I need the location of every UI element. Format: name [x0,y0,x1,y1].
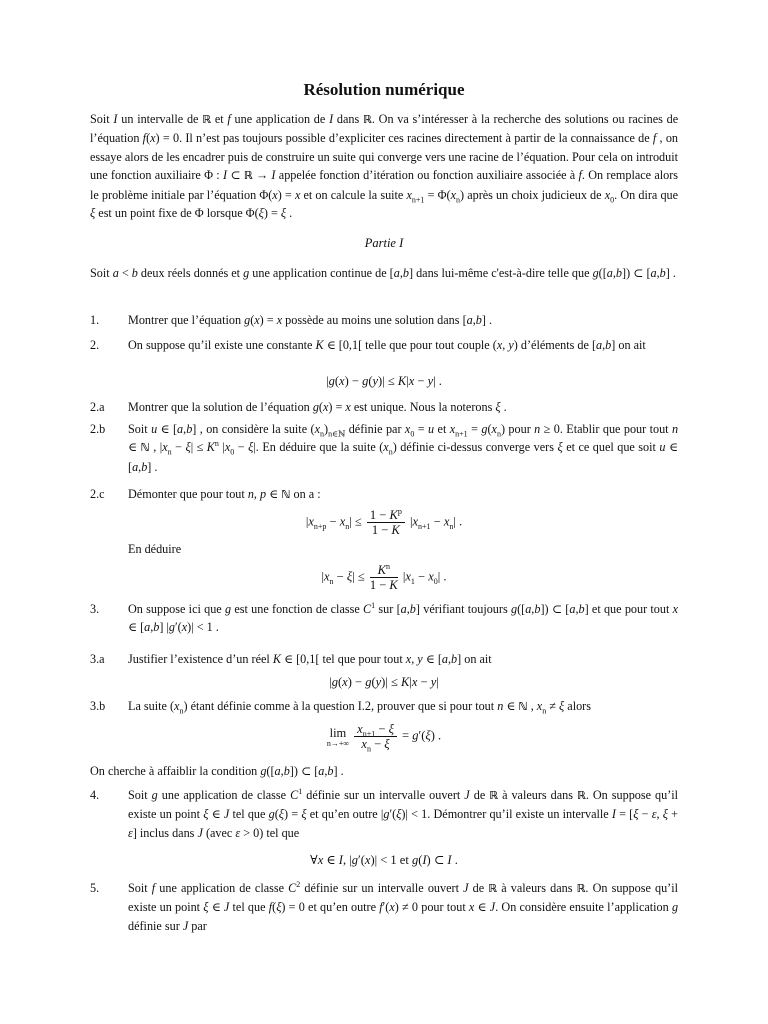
setup-paragraph: Soit a < b deux réels donnés et g une application continue de [a,b] dans lui-même c'est-à-dire telle que g([a,b]) ⊂ [a,b] . [90,266,676,280]
intro-paragraph: Soit I un intervalle de ℝ et f une application de I dans ℝ. On va s’intéresser à la recherche des solutions ou racines de l’équation f(x) = 0. Il n’est pas toujours possible d’expliciter ces racines directement à partir de la connaissance de f , on essaye alors de les encadrer puis de construire un suite qui converge vers une racine de l’équation. Pour cela on introduit une fonction auxiliaire Φ : I ⊂ ℝ → I appelée fonction d’itération ou fonction auxiliaire associée à f. On remplace alors le problème initiale par l’équation Φ(x) = x et on calcule la suite $x_{n+1} = \Phi(x_n)$ après un choix judicieux de $x_0$. On dira que ξ est un point fixe de Φ lorsque Φ(ξ) = ξ . [90,112,679,221]
equation-interval: ∀x ∈ I, |g′(x)| < 1 et g(I) ⊂ I . [310,853,458,867]
equation-error-bound: $|x_n - \xi|$ ≤ $\frac{K^n}{1 - K}$ $|x_1 - x_0|$ . [321,561,447,592]
equation-lipschitz-2: |g(x) − g(y)| ≤ K|x − y| [329,675,439,689]
page-title: Résolution numérique [303,80,465,99]
equation-cauchy: $|x_{n+p} - x_n|$ ≤ $\frac{1 - K^p}{1 - K}$ $|x_{n+1} - x_n|$ . [305,506,463,537]
equation-lipschitz: |g(x) − g(y)| ≤ K|x − y| . [326,374,442,388]
document-page: Résolution numérique Soit I un intervalle de ℝ et f une application de I dans ℝ. On va s’intéresser à la recherche des solutions ou racines de l’équation f(x) = 0. Il n’est pas toujours possible d’expliciter ces racines directement à partir de la connaissance de f , on essaye alors de les encadrer puis de construire un suite qui converge vers une racine de l’équation. Pour cela on introduit une fonction auxiliaire Φ : I ⊂ ℝ → I appelée fonction d’itération ou fonction auxiliaire associée à f. On remplace alors le problème initiale par l’équation Φ(x) = x et on calcule la suite $x_{n+1} = \Phi(x_n)$ après un choix judicieux de $x_0$. On dira que ξ est un point fixe de Φ lorsque Φ(ξ) = ξ . Partie I Soit a < b deux réels donnés et g une application continue de [a,b] dans lui-même c'est-à-dire telle que g([a,b]) ⊂ [a,b] . 1. Montrer que l’équation g(x) = x possède au moins une solution dans [a,b] . 2. On suppose qu’il existe une constante K ∈ [0,1[ telle que pour tout couple (x, y) d’éléments de [a,b] on ait |g(x) − g(y)| ≤ K|x − y| . 2.a Montrer que la solution de l’équation g(x) = x est unique. Nous la noterons ξ . 2.b Soit u ∈ [a,b] , on considère la suite $(x_n)_{n\in ℕ}$ définie par $x_0 = u$ et $x_{n+1} = g(x_n)$ pour n ≥ 0. Etablir que pour tout n ∈ ℕ , $|x_n - \xi| \le K^n$ $|x_0 - \xi|$. En déduire que la suite $(x_n)$ définie ci-dessus converge vers ξ et ce quel que soit u ∈ [a,b] . 2.c Démonter que pour tout n, p ∈ ℕ on a : $|x_{n+p} - x_n|$ ≤ $\frac{1 - K^p}{1 - K}$ $|x_{n+1} - x_n|$ . En déduire $|x_n - \xi|$ ≤ $\frac{K^n}{1 - K}$ $|x_1 - x_0|$ . 3. On suppose ici que g est une fonction de classe $C^1$ sur [a,b] vérifiant toujours g([a,b]) ⊂ [a,b] et que pour tout x ∈ [a,b] |g′(x)| < 1 . 3.a Justifier l’existence d’un réel K ∈ [0,1[ tel que pour tout x, y ∈ [a,b] on ait |g(x) − g(y)| ≤ K|x − y| 3.b La suite $(x_n)$ étant définie comme à la question I.2, prouver que si pour tout n ∈ ℕ , $x_n \ne \xi$ alors lim n→+∞ $\frac{x_{n+1} - \xi}{x_n - \xi}$ = g′(ξ) . On cherche à affaiblir la condition g([a,b]) ⊂ [a,b] . 4. Soit g une application de classe $C^1$ définie sur un intervalle ouvert J de ℝ à valeurs dans ℝ. On suppose qu’il existe un point ξ ∈ J tel que g(ξ) = ξ et qu’en outre |g′(ξ)| < 1. Démontrer qu’il existe un intervalle I = [ξ − ε, ξ + ε] inclus dans J (avec ε > 0) tel que ∀x ∈ I, |g′(x)| < 1 et g(I) ⊂ I . 5. Soit f une application de classe $C^2$ définie sur un intervalle ouvert J de ℝ à valeurs dans ℝ. On suppose qu’il existe un point ξ ∈ J tel que f(ξ) = 0 et qu’en outre f′(x) ≠ 0 pour tout x ∈ J. On considère ensuite l’application g définie sur J par [90,80,679,933]
section-heading: Partie I [364,236,404,250]
affaiblir-line: On cherche à affaiblir la condition g([a,b]) ⊂ [a,b] . [90,764,344,778]
equation-limit: lim n→+∞ $\frac{x_{n+1} - \xi}{x_n - \xi}$ = g′(ξ) . [326,722,442,754]
